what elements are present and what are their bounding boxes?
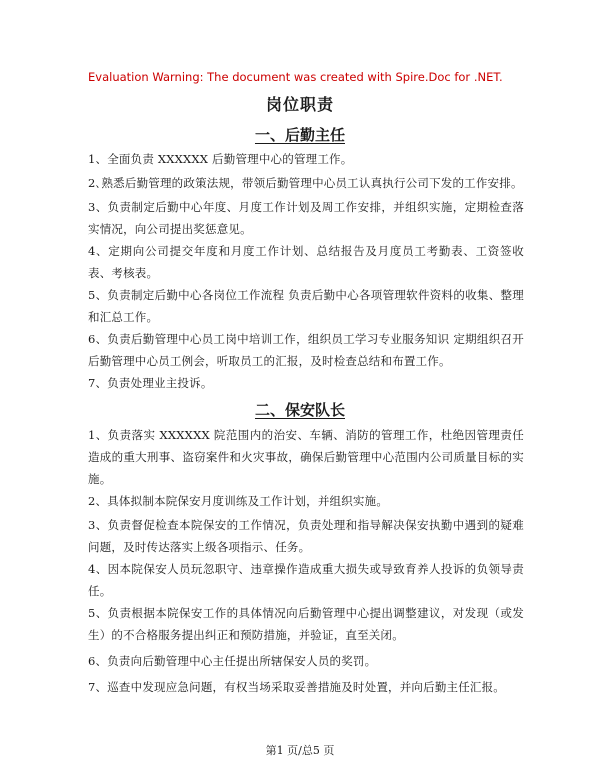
section-heading-logistics-director: 一、后勤主任 [254, 126, 345, 144]
section-heading-security-captain: 二、保安队长 [254, 401, 345, 419]
list-item: 3、负责制定后勤中心年度、月度工作计划及周工作安排，并组织实施，定期检查落实情况，向公司提出奖惩意见。 [88, 200, 524, 236]
list-item: 6、负责后勤管理中心员工岗中培训工作，组织员工学习专业服务知识 定期组织召开后勤管理中心员工例会，听取员工的汇报，及时检查总结和布置工作。 [88, 332, 524, 368]
list-item: 2､熟悉后勤管理的政策法规，带领后勤管理中心员工认真执行公司下发的工作安排。 [88, 176, 523, 190]
list-item: 2、具体拟制本院保安月度训练及工作计划，并组织实施。 [88, 494, 389, 508]
list-item: 1、全面负责 XXXXXX 后勤管理中心的管理工作。 [88, 152, 353, 166]
list-item: 4、因本院保安人员玩忽职守、违章操作造成重大损失或导致育养人投诉的负领导责任。 [88, 562, 524, 598]
list-item: 5、负责根据本院保安工作的具体情况向后勤管理中心提出调整建议，对发现（或发生）的不合格服务提出纠正和预防措施，并验证，直至关闭。 [88, 606, 524, 642]
list-item: 4、定期向公司提交年度和月度工作计划、总结报告及月度员工考勤表、工资签收表、考核表。 [88, 244, 524, 280]
list-item: 6、负责向后勤管理中心主任提出所辖保安人员的奖罚。 [88, 654, 377, 668]
page-number: 第1 页/总5 页 [265, 744, 335, 757]
list-item: 1、负责落实 XXXXXX 院范围内的治安、车辆、消防的管理工作，杜绝因管理责任造成的重大刑事、盗窃案件和火灾事故，确保后勤管理中心范围内公司质量目标的实施。 [88, 428, 524, 486]
list-item: 5、负责制定后勤中心各岗位工作流程 负责后勤中心各项管理软件资料的收集、整理和汇总工作。 [88, 288, 524, 324]
list-item: 7、巡查中发现应急问题，有权当场采取妥善措施及时处置，并向后勤主任汇报。 [88, 680, 506, 694]
list-item: 3、负责督促检查本院保安的工作情况，负责处理和指导解决保安执勤中遇到的疑难问题，及时传达落实上级各项指示、任务。 [88, 518, 524, 554]
list-item: 7、负责处理业主投诉。 [88, 376, 213, 390]
evaluation-warning: Evaluation Warning: The document was created with Spire.Doc for .NET. [88, 70, 503, 84]
document-title: 岗位职责 [265, 95, 334, 114]
